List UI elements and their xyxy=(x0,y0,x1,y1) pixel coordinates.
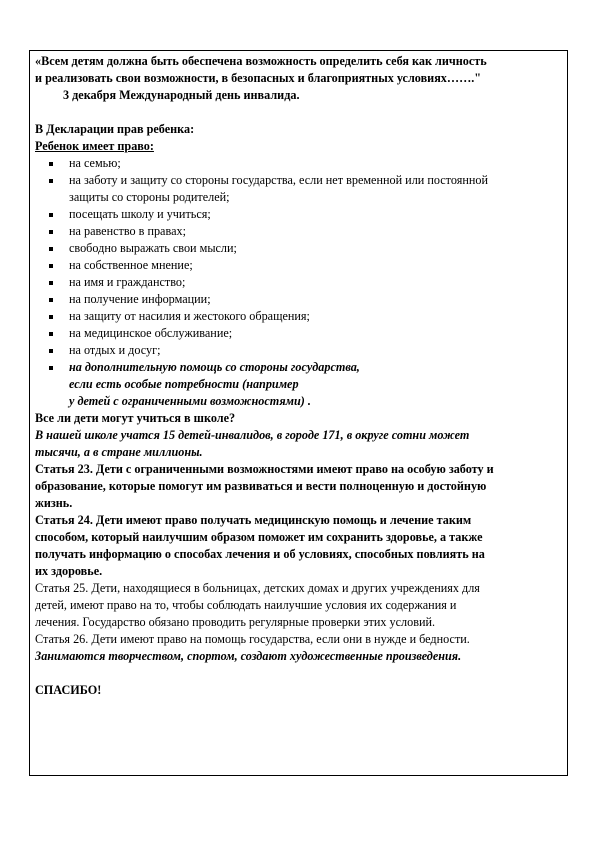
list-item: свободно выражать свои мысли; xyxy=(35,240,563,257)
article-25-line-3: лечения. Государство обязано проводить регулярные проверки этих условий. xyxy=(35,615,436,629)
article-24-line-4: их здоровье. xyxy=(35,564,103,578)
article-24-line-1: Статья 24. Дети имеют право получать медицинскую помощь и лечение таким xyxy=(35,513,472,527)
list-item: на имя и гражданство; xyxy=(35,274,563,291)
article-24-line-2: способом, который наилучшим образом поможет им сохранить здоровье, а также xyxy=(35,530,483,544)
list-item: на дополнительную помощь со стороны государства, xyxy=(35,359,563,376)
bullet-icon xyxy=(49,332,53,336)
list-item: на отдых и досуг; xyxy=(35,342,563,359)
school-answer-line-1: В нашей школе учатся 15 детей-инвалидов, в городе 171, в округе сотни может xyxy=(35,428,470,442)
article-23-line-2: образование, которые помогут им развиваться и вести полноценную и достойную xyxy=(35,479,487,493)
list-item: на защиту от насилия и жестокого обращения; xyxy=(35,308,563,325)
article-23-line-3: жизнь. xyxy=(35,496,73,510)
date-line: 3 декабря Международный день инвалида. xyxy=(63,88,300,102)
list-item: на медицинское обслуживание; xyxy=(35,325,563,342)
bullet-icon xyxy=(49,230,53,234)
list-item: на равенство в правах; xyxy=(35,223,563,240)
school-question: Все ли дети могут учиться в школе? xyxy=(35,411,236,425)
school-answer-line-2: тысячи, а в стране миллионы. xyxy=(35,445,203,459)
article-23-line-1: Статья 23. Дети с ограниченными возможностями имеют право на особую заботу и xyxy=(35,462,494,476)
declaration-heading: В Декларации прав ребенка: xyxy=(35,122,195,136)
list-item: на семью; xyxy=(35,155,563,172)
article-25-line-1: Статья 25. Дети, находящиеся в больницах, детских домах и других учреждениях для xyxy=(35,581,480,595)
list-item: посещать школу и учиться; xyxy=(35,206,563,223)
article-26-line-1: Статья 26. Дети имеют право на помощь государства, если они в нужде и бедности. xyxy=(35,632,470,646)
list-item: на собственное мнение; xyxy=(35,257,563,274)
list-item: на получение информации; xyxy=(35,291,563,308)
rights-subheading: Ребенок имеет право: xyxy=(35,139,154,153)
bullet-icon xyxy=(49,315,53,319)
list-item: на заботу и защиту со стороны государства, если нет временной или постоянной xyxy=(35,172,563,189)
bullet-icon xyxy=(49,213,53,217)
list-item-continuation: если есть особые потребности (например xyxy=(69,377,299,391)
bullet-icon xyxy=(49,349,53,353)
rights-list xyxy=(35,155,563,410)
quote-line-2: и реализовать свои возможности, в безопасных и благоприятных условиях……." xyxy=(35,71,482,85)
closing-text: СПАСИБО! xyxy=(35,683,102,697)
activities-line: Занимаются творчеством, спортом, создают художественные произведения. xyxy=(35,649,462,663)
quote-line-1: «Всем детям должна быть обеспечена возможность определить себя как личность xyxy=(35,54,487,68)
bullet-icon xyxy=(49,179,53,183)
list-item-continuation: защиты со стороны родителей; xyxy=(69,190,230,204)
article-25-line-2: детей, имеют право на то, чтобы соблюдать наилучшие условия их содержания и xyxy=(35,598,457,612)
document-body xyxy=(35,53,563,699)
bullet-icon xyxy=(49,298,53,302)
article-24-line-3: получать информацию о способах лечения и об условиях, способных повлиять на xyxy=(35,547,485,561)
bullet-icon xyxy=(49,264,53,268)
bullet-icon xyxy=(49,162,53,166)
bullet-icon xyxy=(49,281,53,285)
bullet-icon xyxy=(49,366,53,370)
bullet-icon xyxy=(49,247,53,251)
list-item-continuation: у детей с ограниченными возможностями) . xyxy=(69,394,311,408)
